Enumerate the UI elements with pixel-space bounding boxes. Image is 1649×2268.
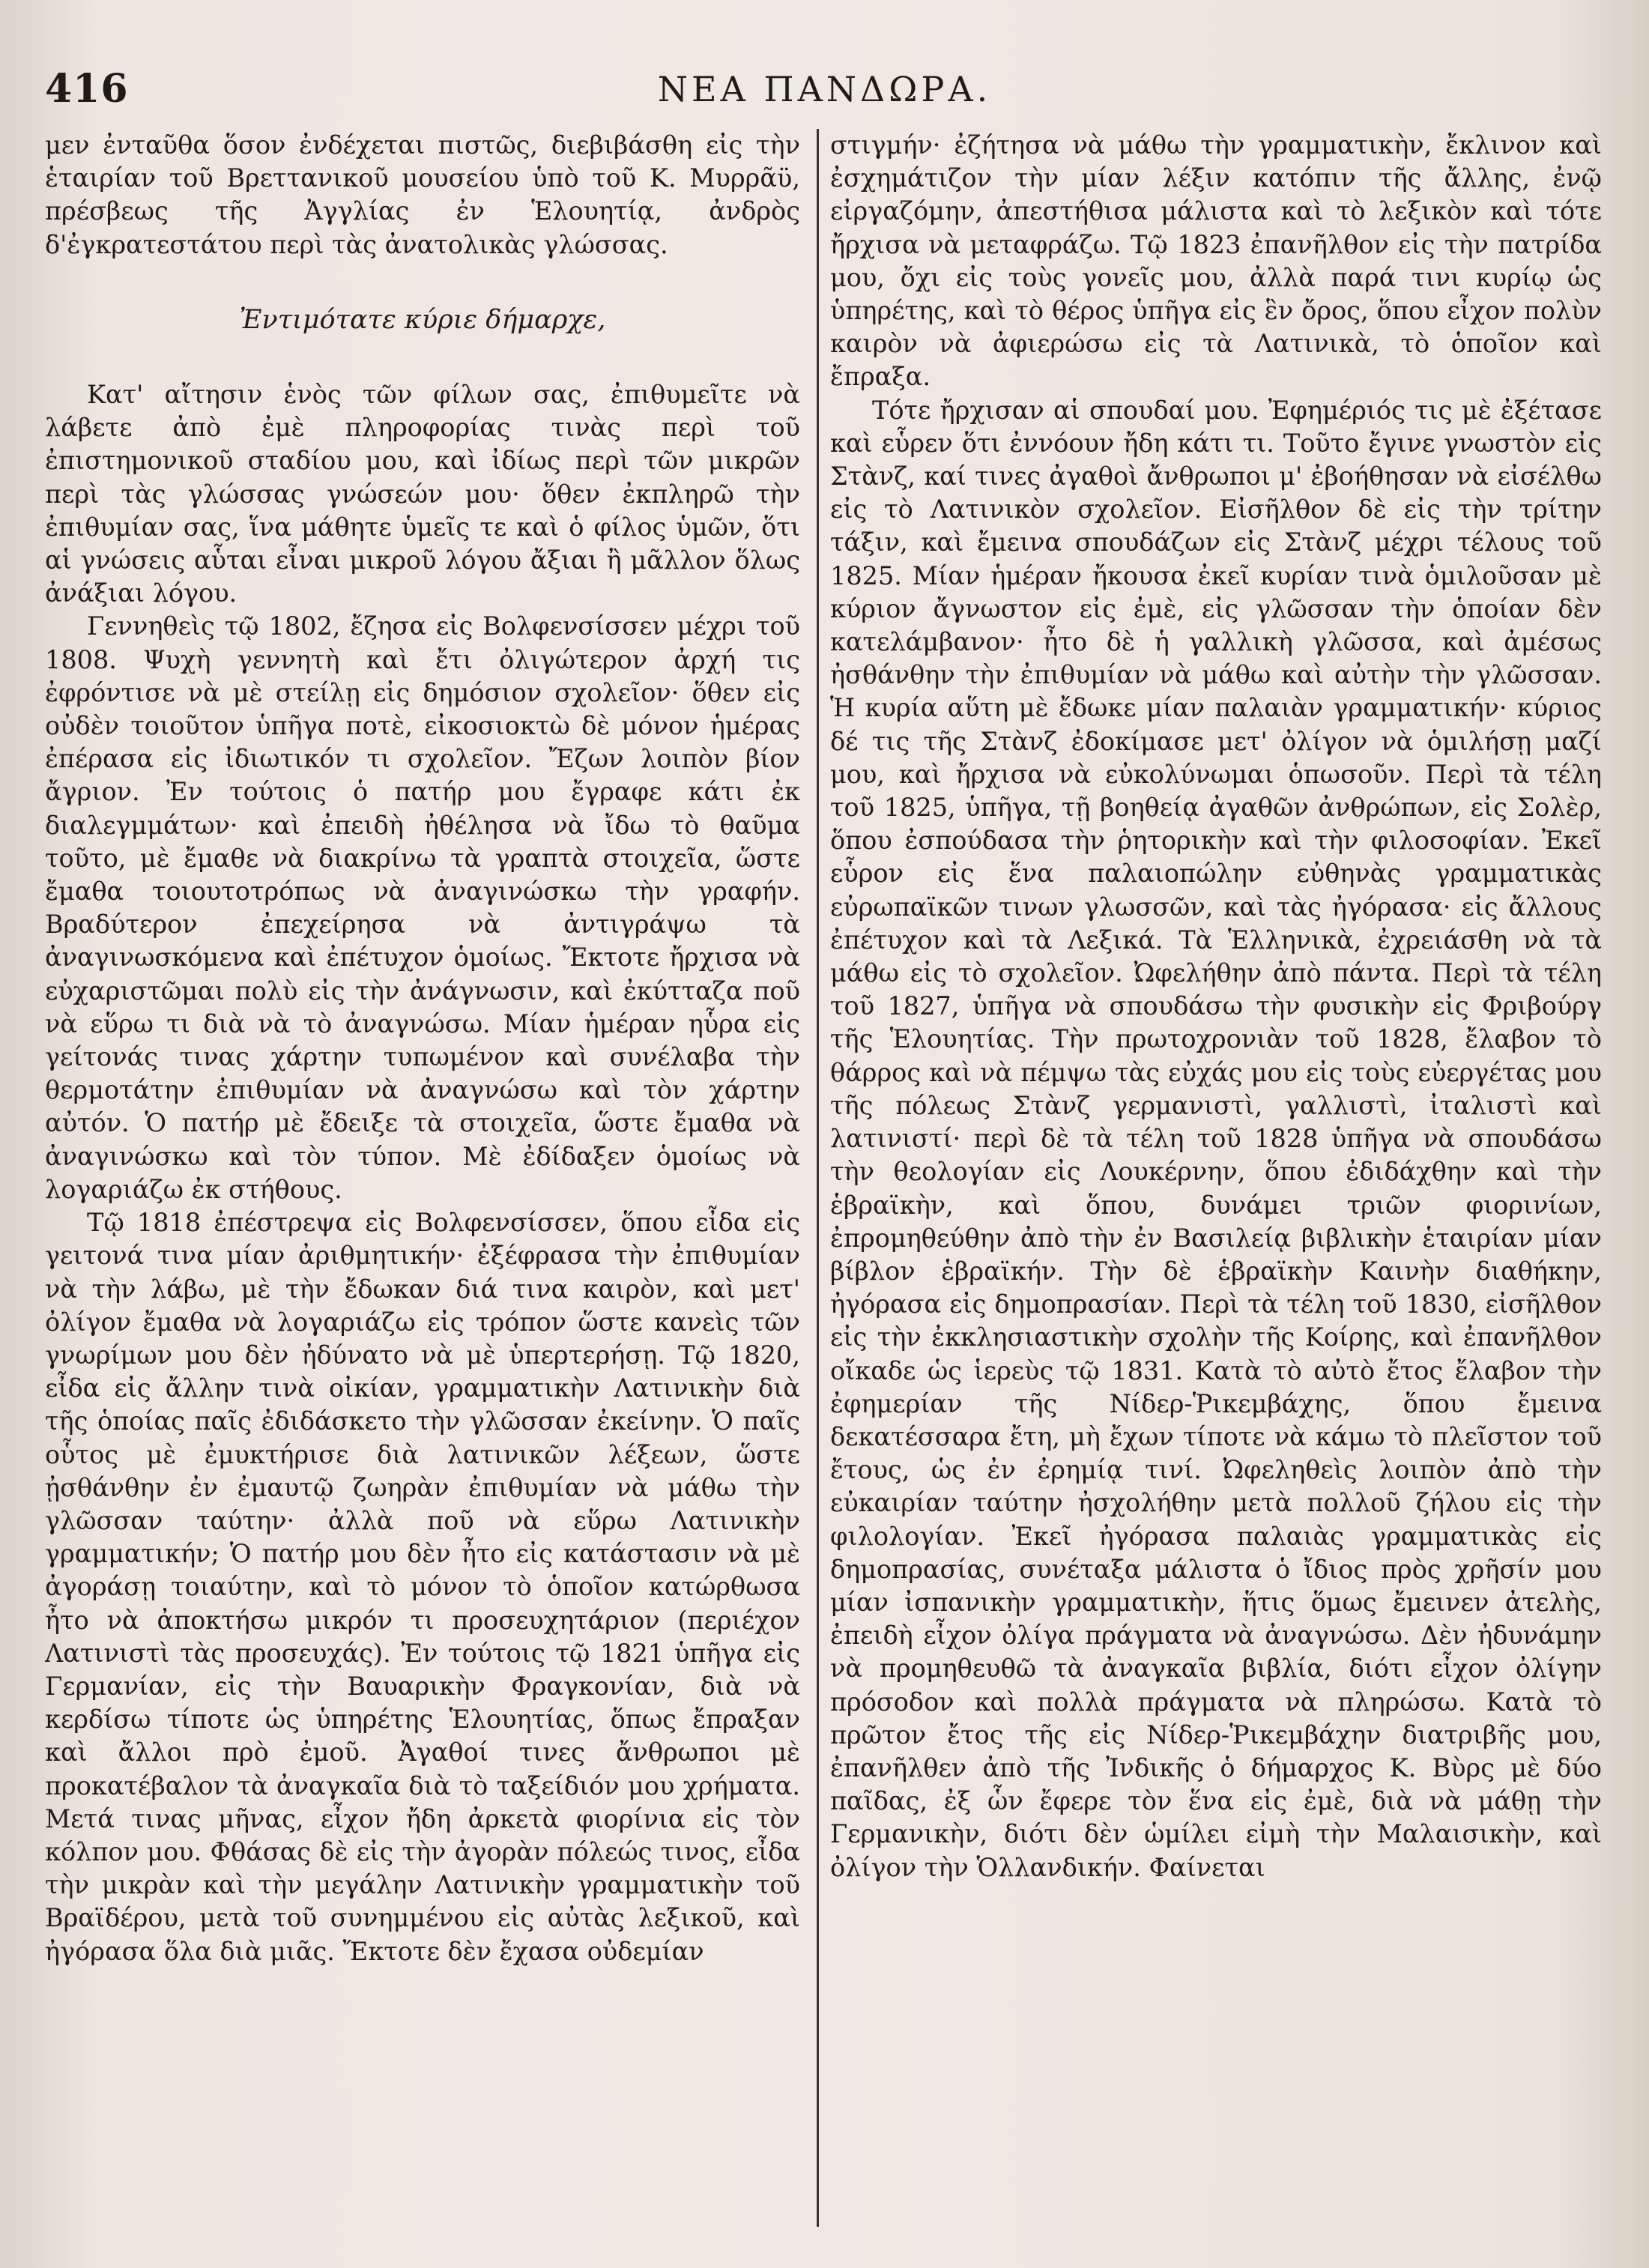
paragraph: στιγμήν· ἐζήτησα νὰ μάθω τὴν γραμματικὴν, ἔκλινον καὶ ἐσχημάτιζον τὴν μίαν λέξιν κατόπιν τῆς ἄλλης, ἐνῷ εἰργαζόμην, ἀπεστήθισα μάλιστα καὶ τὸ λεξικὸν καὶ τότε ἤρχισα νὰ μεταφράζω. Τῷ 1823 ἐπανῆλθον εἰς τὴν πατρίδα μου, ὄχι εἰς τοὺς γονεῖς μου, ἀλλὰ παρά τινι κυρίῳ ὡς ὑπηρέτης, καὶ τὸ θέρος ὑπῆγα εἰς ἓν ὄρος, ὅπου εἶχον πολὺν καιρὸν νὰ ἀφιερώσω εἰς τὰ Λατινικὰ, τὸ ὁποῖον καὶ ἔπραξα. [830,130,1602,392]
paragraph: Γεννηθεὶς τῷ 1802, ἔζησα εἰς Βολφενσίσσεν μέχρι τοῦ 1808. Ψυχὴ γεννητὴ καὶ ἔτι ὀλιγώτερον ἀρχή τις ἐφρόντισε νὰ μὲ στείλῃ εἰς δημόσιον σχολεῖον· ὅθεν εἰς οὐδὲν τοιοῦτον ὑπῆγα ποτὲ, εἰκοσιοκτὼ δὲ μόνον ἡμέρας ἐπέρασα εἰς ἰδιωτικόν τι σχολεῖον. Ἔζων λοιπὸν βίον ἄγριον. Ἐν τούτοις ὁ πατήρ μου ἔγραφε κάτι ἐκ διαλεγμμάτων· καὶ ἐπειδὴ ἠθέλησα νὰ ἴδω τὸ θαῦμα τοῦτο, μὲ ἔμαθε νὰ διακρίνω τὰ γραπτὰ στοιχεῖα, ὥστε ἔμαθα τοιουτοτρόπως νὰ ἀναγινώσκω τὴν γραφήν. Βραδύτερον ἐπεχείρησα νὰ ἀντιγράψω τὰ ἀναγινωσκόμενα καὶ ἐπέτυχον ὁμοίως. Ἔκτοτε ἤρχισα νὰ εὐχαριστῶμαι πολὺ εἰς τὴν ἀνάγνωσιν, καὶ ἐκύτταζα ποῦ νὰ εὕρω τι διὰ νὰ τὸ ἀναγνώσω. Μίαν ἡμέραν ηὗρα εἰς γείτονάς τινας χάρτην τυπωμένον καὶ συνέλαβα τὴν θερμοτάτην ἐπιθυμίαν νὰ ἀναγνώσω καὶ τὸν χάρτην αὐτόν. Ὁ πατήρ μὲ ἔδειξε τὰ στοιχεῖα, ὥστε ἔμαθα νὰ ἀναγινώσκω καὶ τὸν τύπον. Μὲ ἐδίδαξεν ὁμοίως νὰ λογαριάζω ἐκ στήθους. [45,611,800,1204]
salutation: Ἐντιμότατε κύριε δήμαρχε, [239,304,606,335]
paragraph: Τῷ 1818 ἐπέστρεψα εἰς Βολφενσίσσεν, ὅπου εἶδα εἰς γειτονά τινα μίαν ἀριθμητικήν· ἐξέφρασα τὴν ἐπιθυμίαν νὰ τὴν λάβω, μὲ τὴν ἔδωκαν διά τινα καιρὸν, καὶ μετ' ὀλίγον ἔμαθα νὰ λογαριάζω εἰς τρόπον ὥστε κανεὶς τῶν γνωρίμων μου δὲν ἠδύνατο νὰ μὲ ὑπερτερήσῃ. Τῷ 1820, εἶδα εἰς ἄλλην τινὰ οἰκίαν, γραμματικὴν Λατινικὴν διὰ τῆς ὁποίας παῖς ἐδιδάσκετο τὴν γλῶσσαν ἐκείνην. Ὁ παῖς οὗτος μὲ ἐμυκτήρισε διὰ λατινικῶν λέξεων, ὥστε ᾐσθάνθην ἐν ἐμαυτῷ ζωηρὰν ἐπιθυμίαν νὰ μάθω τὴν γλῶσσαν ταύτην· ἀλλὰ ποῦ νὰ εὕρω Λατινικὴν γραμματικήν; Ὁ πατήρ μου δὲν ἦτο εἰς κατάστασιν νὰ μὲ ἀγοράσῃ τοιαύτην, καὶ τὸ μόνον τὸ ὁποῖον κατώρθωσα ἦτο νὰ ἀποκτήσω μικρόν τι προσευχητάριον (περιέχον Λατινιστὶ τὰς προσευχάς). Ἐν τούτοις τῷ 1821 ὑπῆγα εἰς Γερμανίαν, εἰς τὴν Βαυαρικὴν Φραγκονίαν, διὰ νὰ κερδίσω τίποτε ὡς ὑπηρέτης Ἑλουητίας, ὅπως ἔπραξαν καὶ ἄλλοι πρὸ ἐμοῦ. Ἀγαθοί τινες ἄνθρωποι μὲ προκατέβαλον τὰ ἀναγκαῖα διὰ τὸ ταξείδιόν μου χρήματα. Μετά τινας μῆνας, εἶχον ἤδη ἀρκετὰ φιορίνια εἰς τὸν κόλπον μου. Φθάσας δὲ εἰς τὴν ἀγορὰν πόλεώς τινος, εἶδα τὴν μικρὰν καὶ τὴν μεγάλην Λατινικὴν γραμματικὴν τοῦ Βραϊδέρου, μετὰ τοῦ συνημμένου εἰς αὐτὰς λεξικοῦ, καὶ ἠγόρασα ὅλα διὰ μιᾶς. Ἔκτοτε δὲν ἔχασα οὐδεμίαν [45,1208,800,1966]
paragraph: Κατ' αἴτησιν ἑνὸς τῶν φίλων σας, ἐπιθυμεῖτε νὰ λάβετε ἀπὸ ἐμὲ πληροφορίας τινὰς περὶ τοῦ ἐπιστημονικοῦ σταδίου μου, καὶ ἰδίως περὶ τῶν μικρῶν περὶ τὰς γλώσσας γνώσεών μου· ὅθεν ἐκπληρῶ τὴν ἐπιθυμίαν σας, ἵνα μάθητε ὑμεῖς τε καὶ ὁ φίλος ὑμῶν, ὅτι αἱ γνώσεις αὗται εἶναι μικροῦ λόγου ἄξιαι ἢ μᾶλλον ὅλως ἀνάξιαι λόγου. [45,380,800,608]
intro-paragraph: μεν ἐνταῦθα ὅσον ἐνδέχεται πιστῶς, διεβιβάσθη εἰς τὴν ἑταιρίαν τοῦ Βρεττανικοῦ μουσείου ὑπὸ τοῦ Κ. Μυρρᾶϋ, πρέσβεως τῆς Ἀγγλίας ἐν Ἑλουητίᾳ, ἀνδρὸς δ'ἐγκρατεστάτου περὶ τὰς ἀνατολικὰς γλώσσας. [45,130,800,259]
column-divider [817,129,819,2227]
paragraph: Τότε ἤρχισαν αἱ σπουδαί μου. Ἐφημέριός τις μὲ ἐξέτασε καὶ εὗρεν ὅτι ἐννόουν ἤδη κάτι τι. Τοῦτο ἔγινε γνωστὸν εἰς Στὰνζ, καί τινες ἀγαθοὶ ἄνθρωποι μ' ἐβοήθησαν νὰ εἰσέλθω εἰς τὸ Λατινικὸν σχολεῖον. Εἰσῆλθον δὲ εἰς τὴν τρίτην τάξιν, καὶ ἔμεινα σπουδάζων εἰς Στὰνζ μέχρι τέλους τοῦ 1825. Μίαν ἡμέραν ἤκουσα ἐκεῖ κυρίαν τινὰ ὁμιλοῦσαν μὲ κύριον ἄγνωστον εἰς ἐμὲ, εἰς γλῶσσαν τὴν ὁποίαν δὲν κατελάμβανον· ἦτο δὲ ἡ γαλλικὴ γλῶσσα, καὶ ἀμέσως ἠσθάνθην τὴν ἐπιθυμίαν νὰ μάθω καὶ αὐτὴν τὴν γλῶσσαν. Ἡ κυρία αὕτη μὲ ἔδωκε μίαν παλαιὰν γραμματικήν· κύριος δέ τις τῆς Στὰνζ ἐδοκίμασε μετ' ὀλίγον νὰ ὁμιλήσῃ μαζί μου, καὶ ἤρχισα νὰ εὐκολύνωμαι ὁπωσοῦν. Περὶ τὰ τέλη τοῦ 1825, ὑπῆγα, τῇ βοηθείᾳ ἀγαθῶν ἀνθρώπων, εἰς Σολὲρ, ὅπου ἐσπούδασα τὴν ῥητορικὴν καὶ τὴν φιλοσοφίαν. Ἐκεῖ εὗρον εἰς ἕνα παλαιοπώλην εὐθηνὰς γραμματικὰς εὐρωπαϊκῶν τινων γλωσσῶν, καὶ τὰς ἠγόρασα· εἰς ἄλλους ἐπέτυχον καὶ τὰ Λεξικά. Τὰ Ἑλληνικὰ, ἐχρειάσθη νὰ τὰ μάθω εἰς τὸ σχολεῖον. Ὠφελήθην ἀπὸ πάντα. Περὶ τὰ τέλη τοῦ 1827, ὑπῆγα νὰ σπουδάσω τὴν φυσικὴν εἰς Φριβούργ τῆς Ἑλουητίας. Τὴν πρωτοχρονιὰν τοῦ 1828, ἔλαβον τὸ θάρρος καὶ νὰ πέμψω τὰς εὐχάς μου εἰς τοὺς εὐεργέτας μου τῆς πόλεως Στὰνζ γερμανιστὶ, γαλλιστὶ, ἰταλιστὶ καὶ λατινιστί· περὶ δὲ τὰ τέλη τοῦ 1828 ὑπῆγα νὰ σπουδάσω τὴν θεολογίαν εἰς Λουκέρνην, ὅπου ἐδιδάχθην καὶ τὴν ἑβραϊκὴν, καὶ ὅπου, δυνάμει τριῶν φιορινίων, ἐπρομηθεύθην ἀπὸ τὴν ἐν Βασιλείᾳ βιβλικὴν ἑταιρίαν μίαν βίβλον ἑβραϊκήν. Τὴν δὲ ἑβραϊκὴν Καινὴν διαθήκην, ἠγόρασα εἰς δημοπρασίαν. Περὶ τὰ τέλη τοῦ 1830, εἰσῆλθον εἰς τὴν ἐκκλησιαστικὴν σχολὴν τῆς Κοίρης, καὶ ἐπανῆλθον οἴκαδε ὡς ἱερεὺς τῷ 1831. Κατὰ τὸ αὐτὸ ἔτος ἔλαβον τὴν ἐφημερίαν τῆς Νίδερ-Ῥικεμβάχης, ὅπου ἔμεινα δεκατέσσαρα ἔτη, μὴ ἔχων τίποτε νὰ κάμω τὸ πλεῖστον τοῦ ἔτους, ὡς ἐν ἐρημίᾳ τινί. Ὠφεληθεὶς λοιπὸν ἀπὸ τὴν εὐκαιρίαν ταύτην ἠσχολήθην μετὰ πολλοῦ ζήλου εἰς τὴν φιλολογίαν. Ἐκεῖ ἠγόρασα παλαιὰς γραμματικὰς εἰς δημοπρασίας, συνέταξα μάλιστα ὁ ἴδιος πρὸς χρῆσίν μου μίαν ἰσπανικὴν γραμματικὴν, ἥτις ὅμως ἔμεινεν ἀτελὴς, ἐπειδὴ εἶχον ὀλίγα πράγματα νὰ ἀναγνώσω. Δὲν ἠδυνάμην νὰ προμηθευθῶ τὰ ἀναγκαῖα βιβλία, διότι εἶχον ὀλίγην πρόσοδον καὶ πολλὰ πράγματα νὰ πληρώσω. Κατὰ τὸ πρῶτον ἔτος τῆς εἰς Νίδερ-Ῥικεμβάχην διατριβῆς μου, ἐπανῆλθεν ἀπὸ τῆς Ἰνδικῆς ὁ δήμαρχος Κ. Βὺρς μὲ δύο παῖδας, ἐξ ὧν ἔφερε τὸν ἕνα εἰς ἐμὲ, διὰ νὰ μάθῃ τὴν Γερμανικὴν, διότι δὲν ὡμίλει εἰμὴ τὴν Μαλαισικὴν, καὶ ὀλίγον τὴν Ὁλλανδικήν. Φαίνεται [830,395,1602,1882]
page-header [45,66,1604,126]
right-column [830,129,1602,1884]
left-column [45,129,800,1968]
page-number: 416 [45,66,129,112]
running-title: ΝΕΑ ΠΑΝΔΩΡΑ. [657,69,992,109]
